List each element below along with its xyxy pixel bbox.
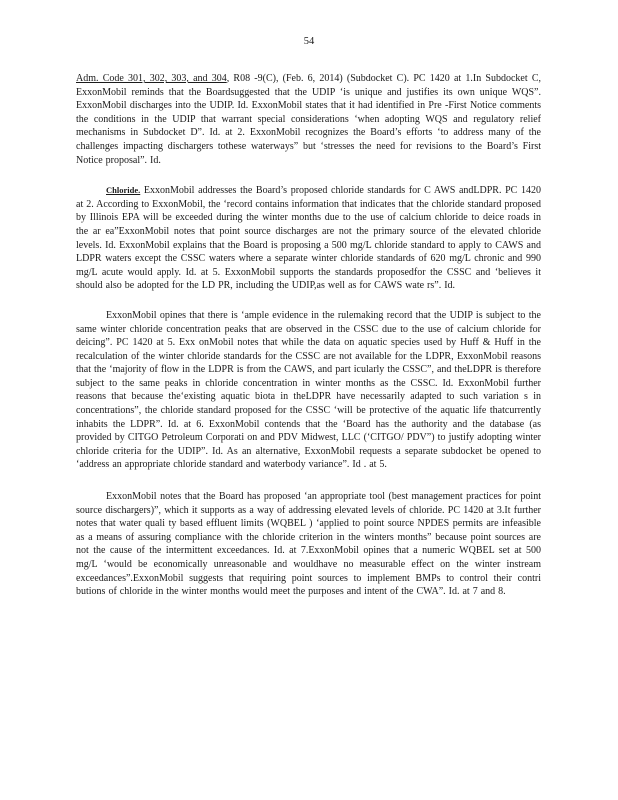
- citation-lead: Adm. Code 301, 302, 303, and 304: [76, 73, 227, 84]
- section-heading-chloride: Chloride.: [106, 185, 141, 196]
- paragraph-2-text: ExxonMobil addresses the Board’s proposed chloride standards for C AWS andLDPR. PC 1420 at 2. According to ExxonMobil, the ‘record contains information that indicates that the chloride standard proposed by Illinois EPA will be exceeded during the winter months due to the use of calcium chloride to deice roads in the ar ea”ExxonMobil notes that point source discharges are not the primary source of the elevated chloride levels. Id. ExxonMobil explains that the Board is proposing a 500 mg/L chloride standard to apply to CAWS and LDPR waters except the CSSC waters where a separate winter chloride standards of 620 mg/L chronic and 990 mg/L acute would apply. Id. at 5. ExxonMobil supports the standards proposedfor the CSSC and ‘believes it should also be adopted for the LD PR, including the UDIP,as well as for CAWS wate rs”. Id.: [76, 185, 541, 292]
- paragraph-2: [76, 184, 541, 293]
- paragraph-4: [76, 490, 541, 599]
- paragraph-1: [76, 72, 541, 167]
- document-body: [76, 72, 541, 599]
- paragraph-4-text: ExxonMobil notes that the Board has proposed ‘an appropriate tool (best management practices for point source dischargers)”, which it supports as a way of addressing elevated levels of chloride. PC 1420 at 3.It further notes that water quali ty based effluent limits (WQBEL ) ‘applied to point source NPDES permits are infeasible as a means of assuring compliance with the chloride criterion in the winters months” because point sources are not the cause of the intermittent exceedances. Id. at 7.ExxonMobil opines that a numeric WQBEL set at 500 mg/L ‘would be economically unreasonable and wouldhave no measurable effect on the winter instream exceedances”.ExxonMobil suggests that requiring point sources to implement BMPs to control their contri butions of chloride in the winter months would meet the purposes and intent of the CWA”. Id. at 7 and 8.: [76, 491, 541, 598]
- paragraph-3: [76, 309, 541, 472]
- page-number: 54: [303, 36, 315, 47]
- paragraph-1-text: , R08 -9(C), (Feb. 6, 2014) (Subdocket C). PC 1420 at 1.In Subdocket C, ExxonMobil reminds that the Boardsuggested that the UDIP ‘is unique and justifies its own unique WQS”. ExxonMobil discharges into the UDIP. Id. ExxonMobil states that it had identified in Pre -First Notice comments the conditions in the UDIP that warrant special considerations ‘when adopting WQS and regulatory relief mechanisms in Subdocket D”. Id. at 2. ExxonMobil recognizes the Board’s efforts ‘to address many of the challenges impacting dischargers tothese waterways” but ‘stresses the need for revisions to the Board’s First Notice proposal”. Id.: [76, 73, 542, 166]
- paragraph-3-text: ExxonMobil opines that there is ‘ample evidence in the rulemaking record that the UDIP is subject to the same winter chloride concentration peaks that are observed in the CSSC due to the use of calcium chloride for deicing”. PC 1420 at 5. Exx onMobil notes that while the data on aquatic species used by Huff & Huff in the recalculation of the winter chloride standards for the CSSC are not available for the LDPR, ExxonMobil reasons that the ‘majority of flow in the LDPR is from the CAWS, and part icularly the CSSC”, and theLDPR is therefore subject to the same peaks in chloride concentration in winter months as the CSSC. Id. ExxonMobil further reasons that because the‘existing aquatic biota in theLDPR have necessarily adapted to such variation s in concentrations”, the chloride standard proposed for the CSSC ‘will be protective of the aquatic life thatcurrently inhabits the LDPR”. Id. at 6. ExxonMobil contends that the ‘Board has the authority and the database (as provided by CITGO Petroleum Corporati on and PDV Midwest, LLC (‘CITGO/ PDV”) to justify adopting winter chloride criteria for the UDIP”. Id. As an alternative, ExxonMobil requests a separate subdocket be opened to ‘address an appropriate chloride standard and waterbody variance”. Id . at 5.: [76, 309, 541, 471]
